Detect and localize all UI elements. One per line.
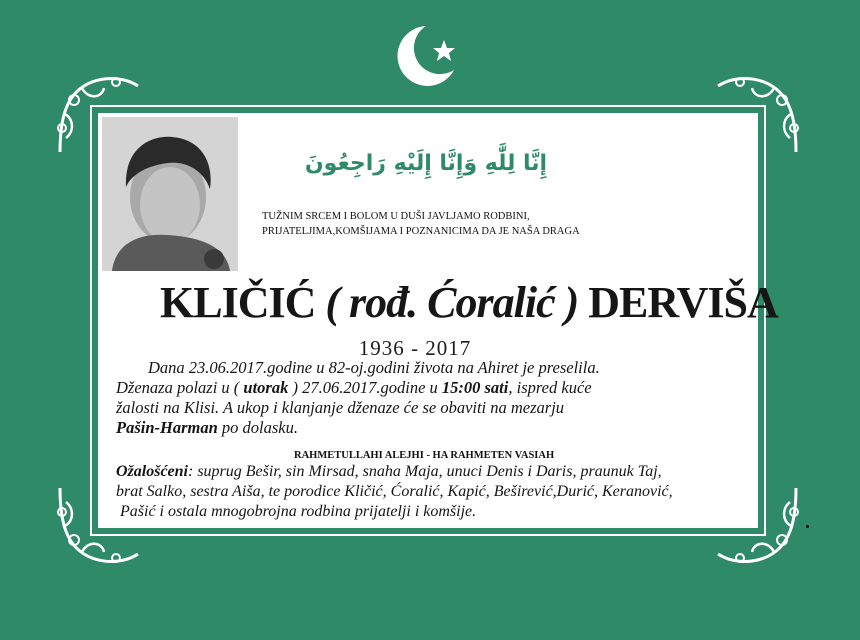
text-segment: , ispred kuće bbox=[508, 378, 592, 397]
text-segment: Dženaza polazi u ( bbox=[116, 378, 240, 397]
portrait-photo bbox=[102, 117, 238, 271]
mourners-label: Ožalošćeni bbox=[116, 463, 188, 480]
rahmet-line: RAHMETULLAHI ALEJHI - HA RAHMETEN VASIAH bbox=[294, 450, 555, 461]
mourners-line bbox=[116, 462, 756, 482]
cemetery-name: Pašin-Harman bbox=[116, 418, 218, 437]
deceased-name bbox=[160, 277, 778, 328]
arabic-calligraphy bbox=[304, 120, 548, 194]
intro-text bbox=[262, 209, 602, 239]
crescent-star-icon bbox=[396, 22, 466, 92]
intro-line: TUŽNIM SRCEM I BOLOM U DUŠI JAVLJAMO RODBINI, bbox=[262, 211, 530, 222]
surname: KLIČIĆ bbox=[160, 278, 316, 327]
text-segment: ) 27.06.2017.godine u bbox=[292, 378, 438, 397]
announcement-line bbox=[116, 418, 756, 438]
calligraphy-text: إِنَّا لِلَّٰهِ وَإِنَّا إِلَيْهِ رَاجِعُونَ bbox=[304, 151, 548, 176]
announcement-line: Dana 23.06.2017.godine u 82-oj.godini života na Ahiret je preselila. bbox=[148, 358, 600, 377]
announcement-text bbox=[116, 358, 756, 438]
announcement-line bbox=[116, 378, 756, 398]
funeral-day: utorak bbox=[243, 378, 289, 397]
text-segment: : suprug Bešir, sin Mirsad, snaha Maja, unuci Denis i Daris, praunuk Taj, bbox=[188, 463, 662, 480]
text-segment: po dolasku. bbox=[221, 418, 298, 437]
mourners-line: Pašić i ostala mnogobrojna rodbina prijatelji i komšije. bbox=[120, 503, 477, 520]
mourners-text bbox=[116, 462, 756, 522]
intro-line: PRIJATELJIMA,KOMŠIJAMA I POZNANICIMA DA JE NAŠA DRAGA bbox=[262, 226, 580, 237]
mourners-line: brat Salko, sestra Aiša, te porodice Kličić, Ćoralić, Kapić, Beširević,Durić, Keranović, bbox=[116, 483, 673, 500]
funeral-time: 15:00 sati bbox=[441, 378, 509, 397]
given-name: DERVIŠA bbox=[588, 278, 778, 327]
announcement-line: žalosti na Klisi. A ukop i klanjanje dženaze će se obaviti na mezarju bbox=[116, 398, 565, 417]
stray-dot bbox=[806, 525, 809, 528]
life-years: 1936 - 2017 bbox=[358, 336, 472, 360]
maiden-name: ( rođ. Ćoralić ) bbox=[325, 278, 579, 327]
